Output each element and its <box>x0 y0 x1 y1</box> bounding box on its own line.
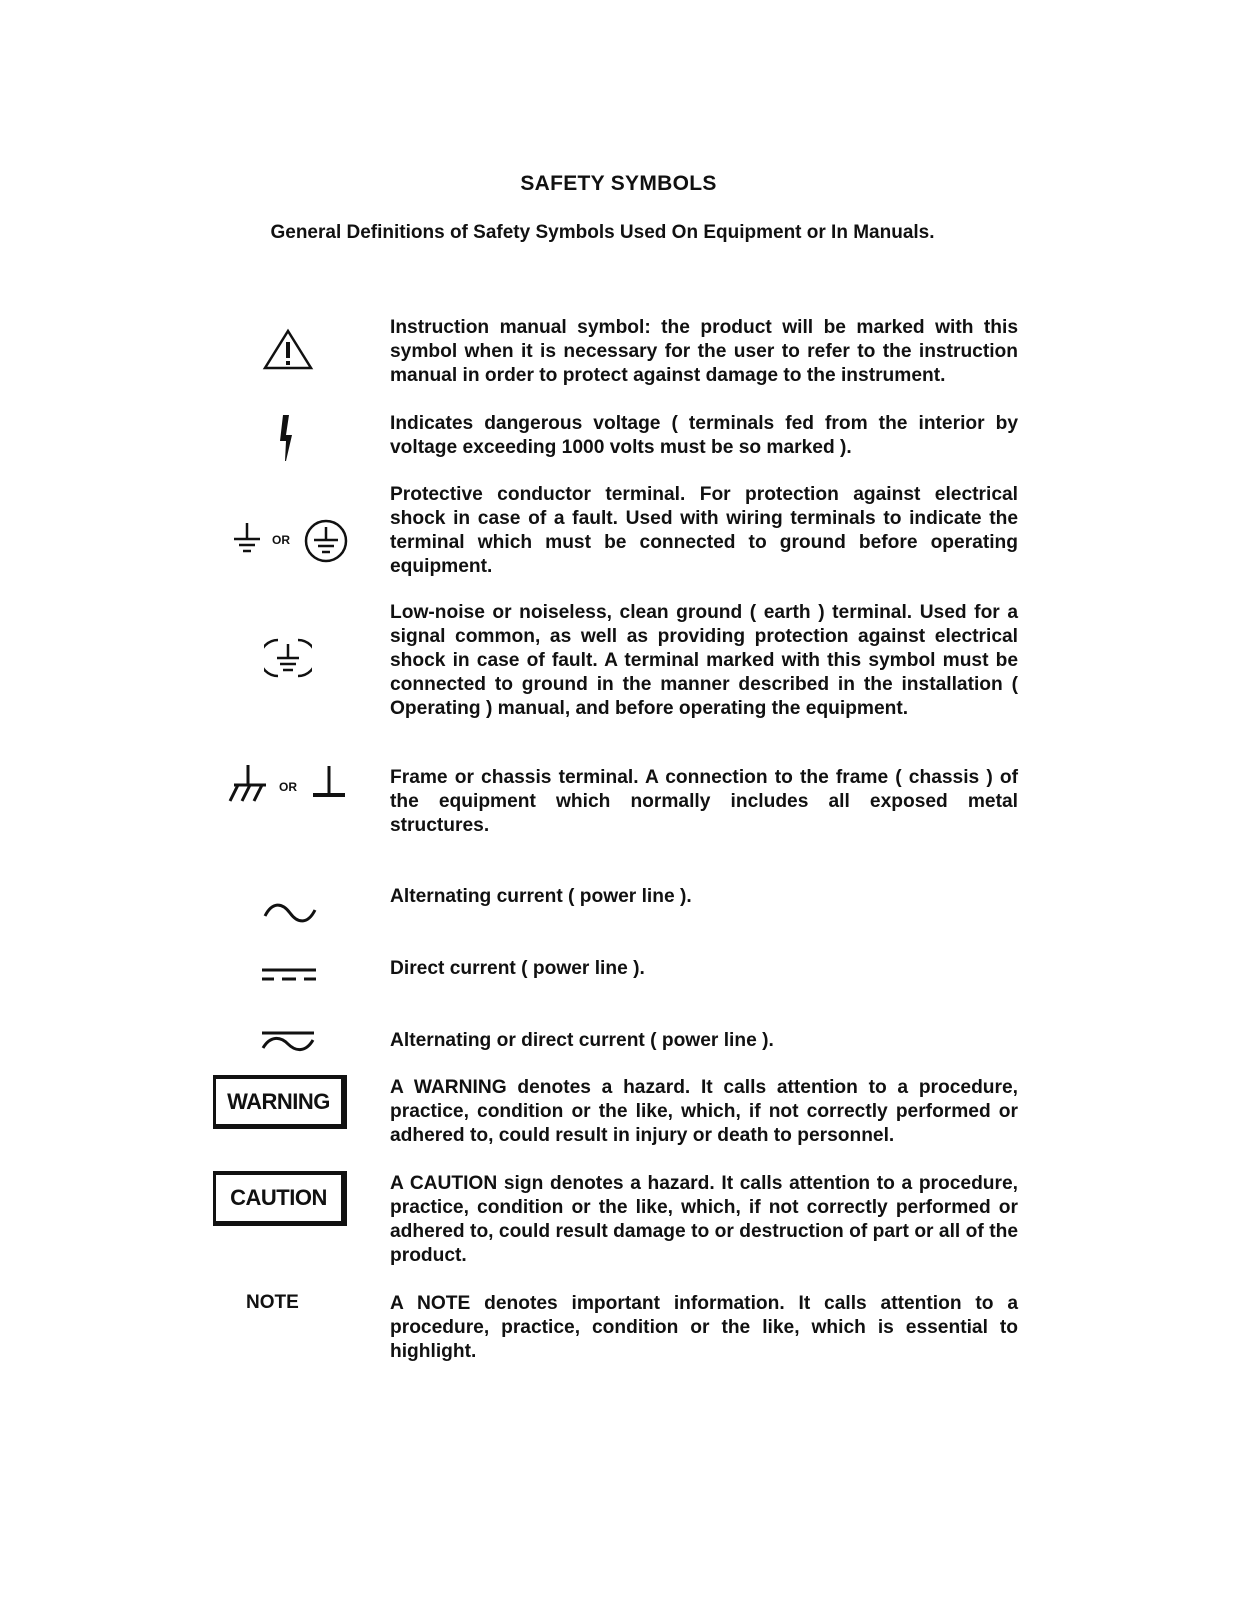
ac-dc-icon <box>260 1030 316 1054</box>
direct-current-description: Direct current ( power line ). <box>390 958 645 979</box>
note-label: NOTE <box>246 1292 299 1313</box>
clean-ground-description: Low-noise or noiseless, clean ground ( earth ) terminal. Used for a signal common, as well as providing protection against electrical shock in case of fault. A terminal marked with this symbol must be connected to ground in the manner described in the installation ( Operating ) manual, and before operating the equipment. <box>390 602 1018 719</box>
dangerous-voltage-description: Indicates dangerous voltage ( terminals fed from the interior by voltage exceeding 1000 volts must be so marked ). <box>390 413 1018 458</box>
protective-earth-icon <box>303 518 349 564</box>
alternating-current-icon <box>262 900 318 926</box>
note-description: A NOTE denotes important information. It calls attention to a procedure, practice, condition or the like, which is essential to highlight. <box>390 1293 1018 1362</box>
dangerous-voltage-lightning-icon <box>276 413 296 465</box>
instruction-manual-triangle-icon <box>262 328 314 372</box>
warning-description: A WARNING denotes a hazard. It calls attention to a procedure, practice, condition or the like, which, if not correctly performed or adhered to, could result in injury or death to personnel. <box>390 1077 1018 1146</box>
chassis-terminal-icon <box>311 764 347 800</box>
caution-description: A CAUTION sign denotes a hazard. It calls attention to a procedure, practice, condition or the like, which, if not correctly performed or adhered to, could result damage to or destruction of part or all of the product. <box>390 1173 1018 1266</box>
caution-sign: CAUTION <box>213 1171 347 1226</box>
page-title: SAFETY SYMBOLS <box>520 172 717 195</box>
or-label: OR <box>279 780 297 794</box>
instruction-manual-description: Instruction manual symbol: the product will be marked with this symbol when it is necessary for the user to refer to the instruction manual in order to protect against damage to the instrument. <box>390 317 1018 386</box>
page-subtitle: General Definitions of Safety Symbols Used On Equipment or In Manuals. <box>270 222 935 243</box>
or-label: OR <box>272 533 290 547</box>
warning-sign: WARNING <box>213 1075 347 1129</box>
clean-ground-icon <box>264 636 312 680</box>
alternating-current-description: Alternating current ( power line ). <box>390 886 692 907</box>
earth-ground-icon <box>232 521 262 555</box>
chassis-ground-icon <box>226 763 272 805</box>
direct-current-icon <box>260 966 318 984</box>
ac-dc-description: Alternating or direct current ( power line ). <box>390 1030 774 1051</box>
chassis-terminal-description: Frame or chassis terminal. A connection to the frame ( chassis ) of the equipment which normally includes all exposed metal structures. <box>390 767 1018 836</box>
protective-conductor-description: Protective conductor terminal. For protection against electrical shock in case of a fault. Used with wiring terminals to indicate the terminal which must be connected to ground before operating equipment. <box>390 484 1018 577</box>
